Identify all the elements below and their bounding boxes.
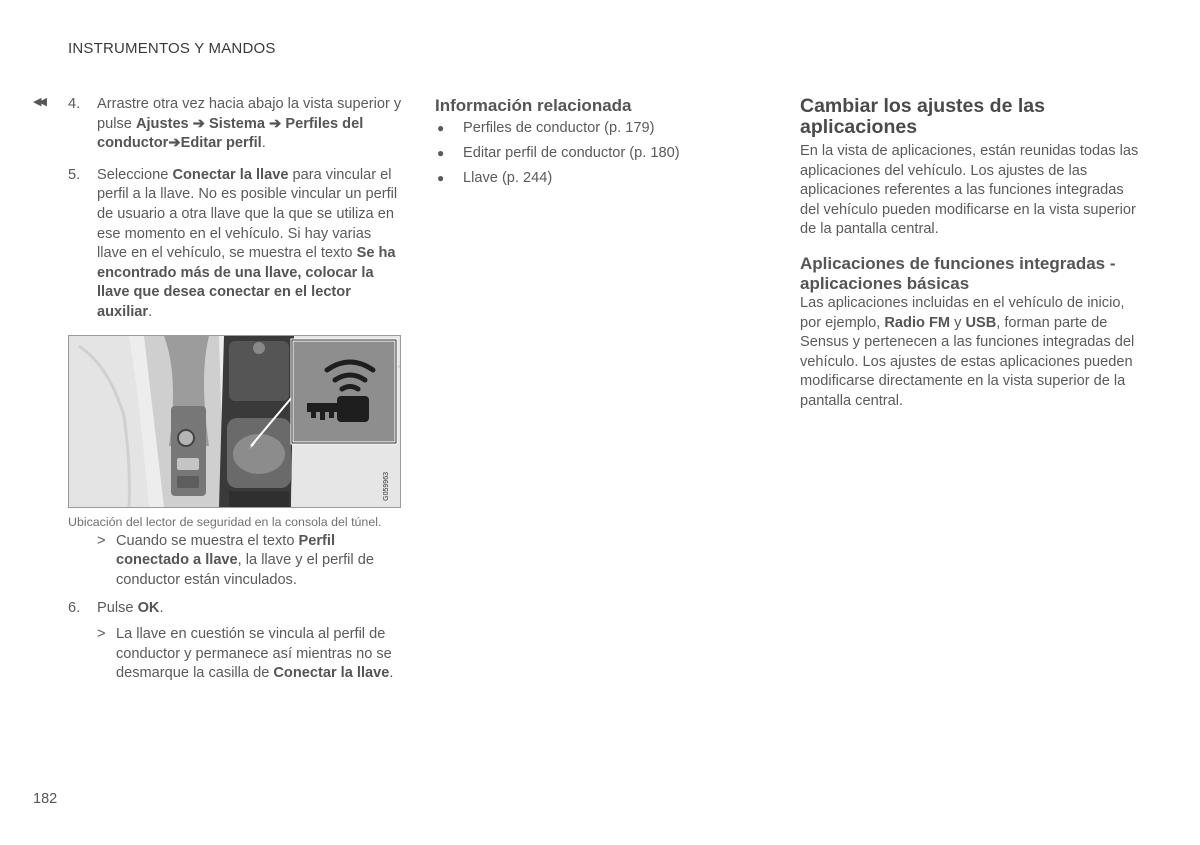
related-link[interactable]: ● Llave (p. 244) <box>435 166 765 191</box>
arrow-right-icon: ➔ <box>168 135 181 152</box>
result-1: > Cuando se muestra el texto Perfil conectado a llave, la llave y el perfil de conductor están vinculados. <box>97 532 374 588</box>
step-6: 6. Pulse OK. <box>68 599 403 619</box>
section-paragraph: En la vista de aplicaciones, están reunidas todas las aplicaciones del vehículo. Los ajustes de las aplicaciones referentes a las funciones integradas del vehículo pueden modificarse en la vista superior de la pantalla central. <box>800 143 1139 238</box>
column-right <box>800 96 1145 412</box>
column-left <box>68 95 403 684</box>
step-5: 5. Seleccione Conectar la llave para vincular el perfil a la llave. No es posible vincular un perfil de usuario a otra llave que la que se utiliza en ese momento en el vehículo. Si hay varias llave en el vehículo, se muestra el texto Se ha encontrado más de una llave, colocar la llave que desea conectar en el lector auxiliar. <box>68 166 398 320</box>
bullet-icon: ● <box>437 146 445 160</box>
subsection-paragraph: Las aplicaciones incluidas en el vehículo de inicio, por ejemplo, Radio FM y USB, forman parte de Sensus y pertenecen a las funciones integradas del vehículo. Los ajustes de estas aplicaciones pueden modificarse directamente en la vista superior de la pantalla central. <box>800 294 1135 409</box>
result-marker: > <box>97 625 106 642</box>
menu-path-editar: Editar perfil <box>180 135 262 152</box>
page-header: INSTRUMENTOS Y MANDOS <box>68 40 276 57</box>
double-left-arrow-icon: ◀◀ <box>33 96 44 108</box>
page-number: 182 <box>33 791 58 807</box>
arrow-right-icon: ➔ <box>192 115 205 132</box>
step-number: 5. <box>68 166 81 183</box>
menu-path-sistema: Sistema <box>209 115 266 132</box>
result-marker: > <box>97 532 106 549</box>
related-link[interactable]: ● Editar perfil de conductor (p. 180) <box>435 141 765 166</box>
figure-code: G059963 <box>383 471 391 501</box>
figure-caption: Ubicación del lector de seguridad en la consola del túnel. <box>68 514 382 529</box>
menu-path-perfiles: Perfiles del conductor <box>97 115 364 152</box>
related-info-list <box>435 116 765 191</box>
arrow-right-icon: ➔ <box>269 115 282 132</box>
menu-path-ajustes: Ajustes <box>135 115 189 132</box>
console-illustration <box>68 335 401 508</box>
step-4: 4. Arrastre otra vez hacia abajo la vista superior y pulse Ajustes ➔ Sistema ➔ Perfiles del conductor➔Editar perfil. <box>68 96 402 152</box>
result-2: > La llave en cuestión se vincula al perfil de conductor y permanece así mientras no se desmarque la casilla de Conectar la llave. <box>97 625 394 682</box>
section-heading: Cambiar los ajustes de las aplicaciones <box>800 95 1045 138</box>
step-number: 6. <box>68 600 81 617</box>
column-middle <box>435 96 765 191</box>
related-link[interactable]: ● Perfiles de conductor (p. 179) <box>435 116 765 141</box>
step-number: 4. <box>68 96 81 112</box>
subsection-heading: Aplicaciones de funciones integradas - aplicaciones básicas <box>800 253 1116 293</box>
related-info-heading: Información relacionada <box>435 96 632 115</box>
bullet-icon: ● <box>437 171 445 185</box>
bullet-icon: ● <box>437 121 445 135</box>
